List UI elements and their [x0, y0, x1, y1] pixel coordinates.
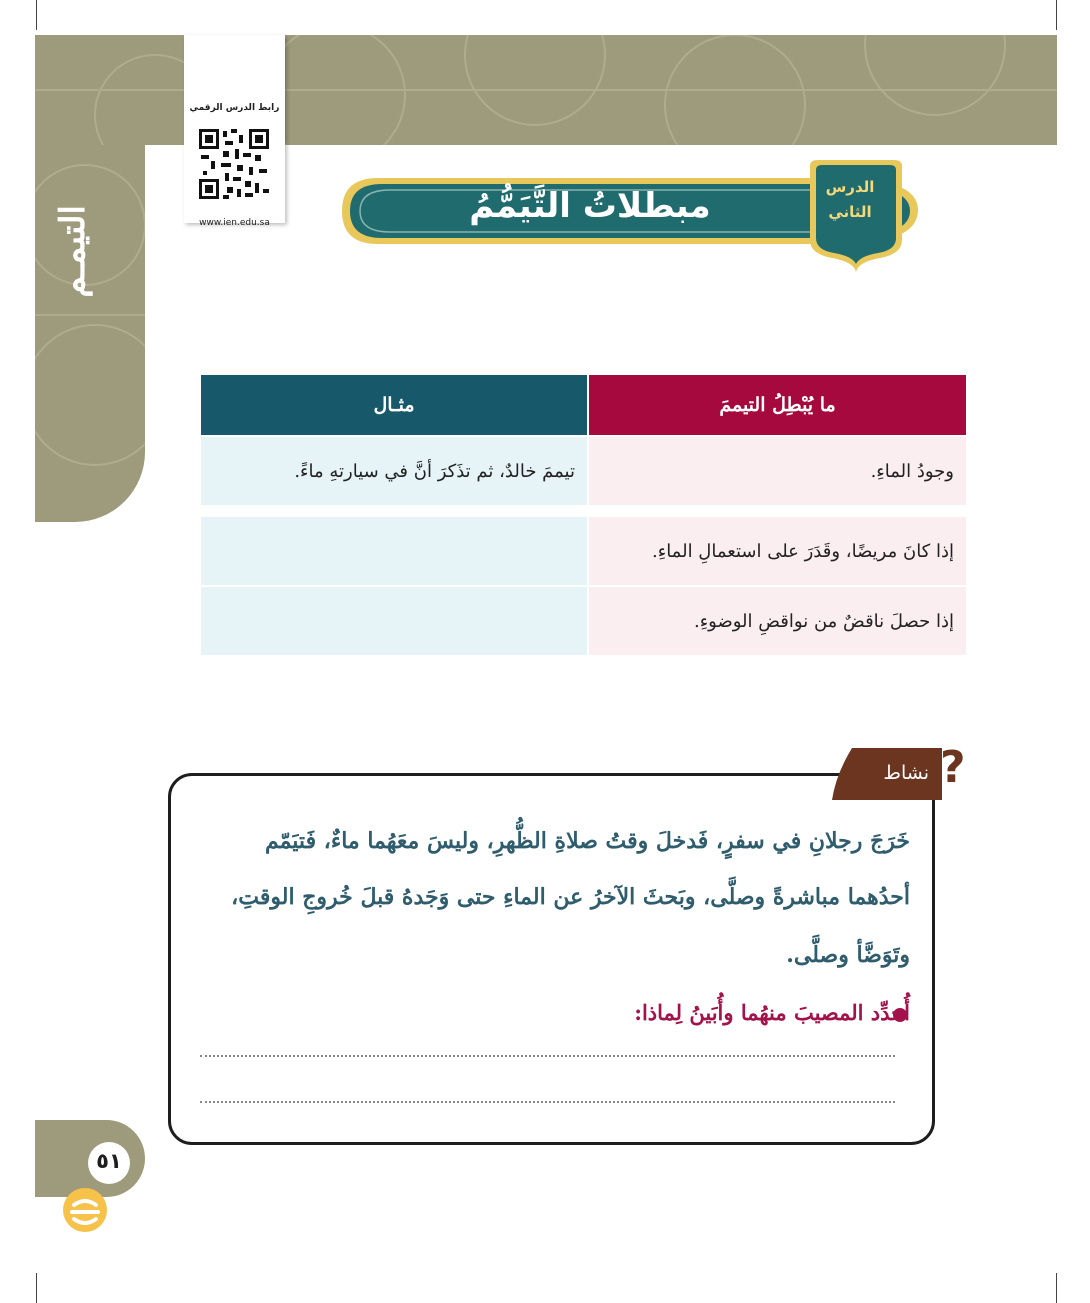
activity-line: وتَوَضَّأ وصلَّى. — [786, 942, 910, 968]
activity-line: خَرَجَ رجلانِ في سفرٍ، فَدخلَ وقتُ صلاةِ الظُّهرِ، وليسَ معَهُما ماءٌ، فَتيَمّم — [264, 828, 910, 854]
table-cell-example: تيممَ خالدٌ، ثم تذَكرَ أنَّ في سيارتهِ ماءً. — [201, 437, 587, 505]
activity-label: نشاط — [883, 762, 929, 784]
table-cell-example-empty[interactable] — [201, 517, 587, 585]
side-tab — [35, 145, 145, 522]
table-cell-nullifier: إذا حصلَ ناقضٌ من نواقضِ الوضوءِ. — [589, 587, 966, 655]
activity-line: أحدُهما مباشرةً وصلَّى، وبَحثَ الآخرُ عن الماءِ حتى وَجَدهُ قبلَ خُروجِ الوقتِ، — [231, 884, 910, 910]
qr-label: رابط الدرس الرقمي — [189, 103, 280, 113]
side-title: التيمـم — [53, 205, 93, 298]
table-cell-example-empty[interactable] — [201, 587, 587, 655]
qr-url[interactable]: www.ien.edu.sa — [199, 218, 270, 228]
lesson-word: الدرس — [825, 178, 875, 196]
publisher-logo-icon — [60, 1185, 110, 1235]
table-cell-nullifier: إذا كانَ مريضًا، وقَدَرَ على استعمالِ الماءِ. — [589, 517, 966, 585]
lesson-ordinal: الثاني — [828, 203, 872, 221]
qr-code-icon[interactable] — [197, 127, 271, 201]
table-cell-nullifier: وجودُ الماءِ. — [589, 437, 966, 505]
answer-line[interactable] — [200, 1055, 895, 1057]
header-example: مثـال — [201, 375, 587, 435]
question-mark-icon: ? — [940, 742, 966, 793]
header-nullifier: ما يُبْطِلُ التيممَ — [589, 375, 966, 435]
page-number: ٥١ — [96, 1149, 122, 1173]
answer-line[interactable] — [200, 1101, 895, 1103]
qr-card[interactable] — [184, 35, 285, 228]
activity-question: أُحدِّد المصيبَ منهُما وأُبَينُ لِماذا: — [634, 1000, 910, 1025]
page-title: مبطلاتُ التَّيَمُّمُ — [469, 186, 711, 226]
